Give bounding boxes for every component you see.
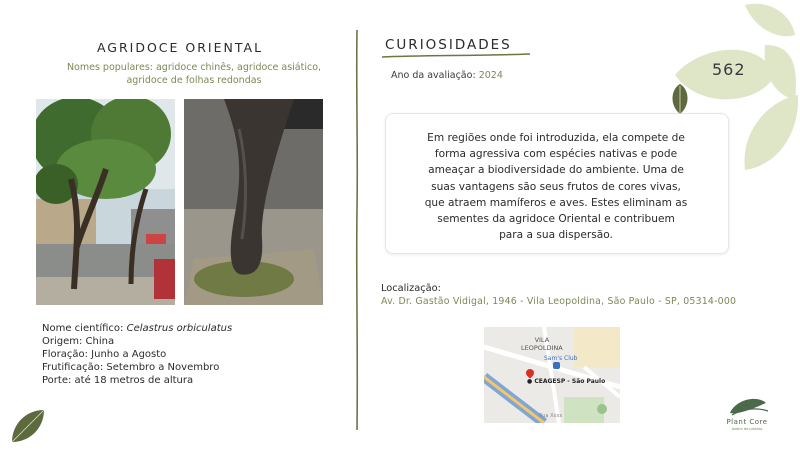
popular-names-line: agridoce de folhas redondas bbox=[126, 75, 262, 86]
curiosity-line: suas vantagens são seus frutos de cores vivas, bbox=[431, 180, 681, 193]
map-area-label bbox=[521, 336, 563, 352]
fruiting-row: Frutificação: Setembro a Novembro bbox=[42, 362, 220, 373]
curiosities-title: CURIOSIDADES bbox=[385, 37, 512, 53]
curiosities-text bbox=[398, 130, 714, 243]
size-row: Porte: até 18 metros de altura bbox=[42, 375, 194, 386]
curiosity-line: forma agressiva com espécies nativas e pode bbox=[434, 148, 678, 161]
logo-name: Plant Core bbox=[726, 418, 768, 426]
popular-names-line: Nomes populares: agridoce chinês, agridoce asiático, bbox=[66, 62, 322, 73]
map-place-label: ● CEAGESP - São Paulo bbox=[527, 378, 606, 385]
map-place-text: CEAGESP - São Paulo bbox=[534, 378, 606, 385]
plant-info bbox=[42, 322, 232, 387]
logo-tagline: jardim de plantas bbox=[731, 427, 763, 431]
scientific-name-value: Celastrus orbiculatus bbox=[126, 323, 233, 334]
store-pin-icon bbox=[553, 362, 560, 369]
flowering-row: Floração: Junho a Agosto bbox=[42, 349, 167, 360]
map-area-line: LEOPOLDINA bbox=[521, 344, 563, 352]
evaluation-year bbox=[391, 70, 503, 81]
year-label: Ano da avaliação: bbox=[391, 70, 476, 81]
tree-photo bbox=[36, 99, 175, 305]
location-address: Av. Dr. Gastão Vidigal, 1946 - Vila Leopoldina, São Paulo - SP, 05314-000 bbox=[381, 296, 737, 307]
year-value: 2024 bbox=[478, 70, 503, 81]
location-map[interactable] bbox=[484, 327, 620, 423]
curiosity-line: Em regiões onde foi introduzida, ela compete de bbox=[427, 132, 685, 144]
map-street-label: Rua Xxxx bbox=[539, 413, 563, 419]
small-leaf-icon bbox=[668, 82, 692, 116]
map-store-label: Sam's Club bbox=[544, 355, 578, 362]
location-label: Localização: bbox=[381, 283, 441, 294]
curiosity-line: sementes da agridoce Oriental e contribuem bbox=[437, 213, 675, 226]
origin-row: Origem: China bbox=[42, 336, 115, 347]
curiosity-line: para a sua dispersão. bbox=[499, 229, 613, 242]
leaf-icon bbox=[8, 406, 48, 446]
vertical-divider bbox=[352, 30, 362, 430]
curiosity-line: que atraem mamíferos e aves. Estes eliminam as bbox=[424, 196, 688, 209]
trunk-photo bbox=[184, 99, 323, 305]
plant-title: AGRIDOCE ORIENTAL bbox=[96, 40, 264, 55]
plant-number-badge: 562 bbox=[712, 60, 746, 79]
scientific-name-label: Nome científico: bbox=[42, 323, 124, 334]
map-area-line: VILA bbox=[534, 336, 550, 344]
popular-names bbox=[44, 61, 344, 87]
title-underline bbox=[382, 53, 530, 59]
scientific-name-row bbox=[42, 322, 232, 335]
curiosity-line: ameaçar a biodiversidade do ambiente. Uma de bbox=[428, 164, 684, 177]
